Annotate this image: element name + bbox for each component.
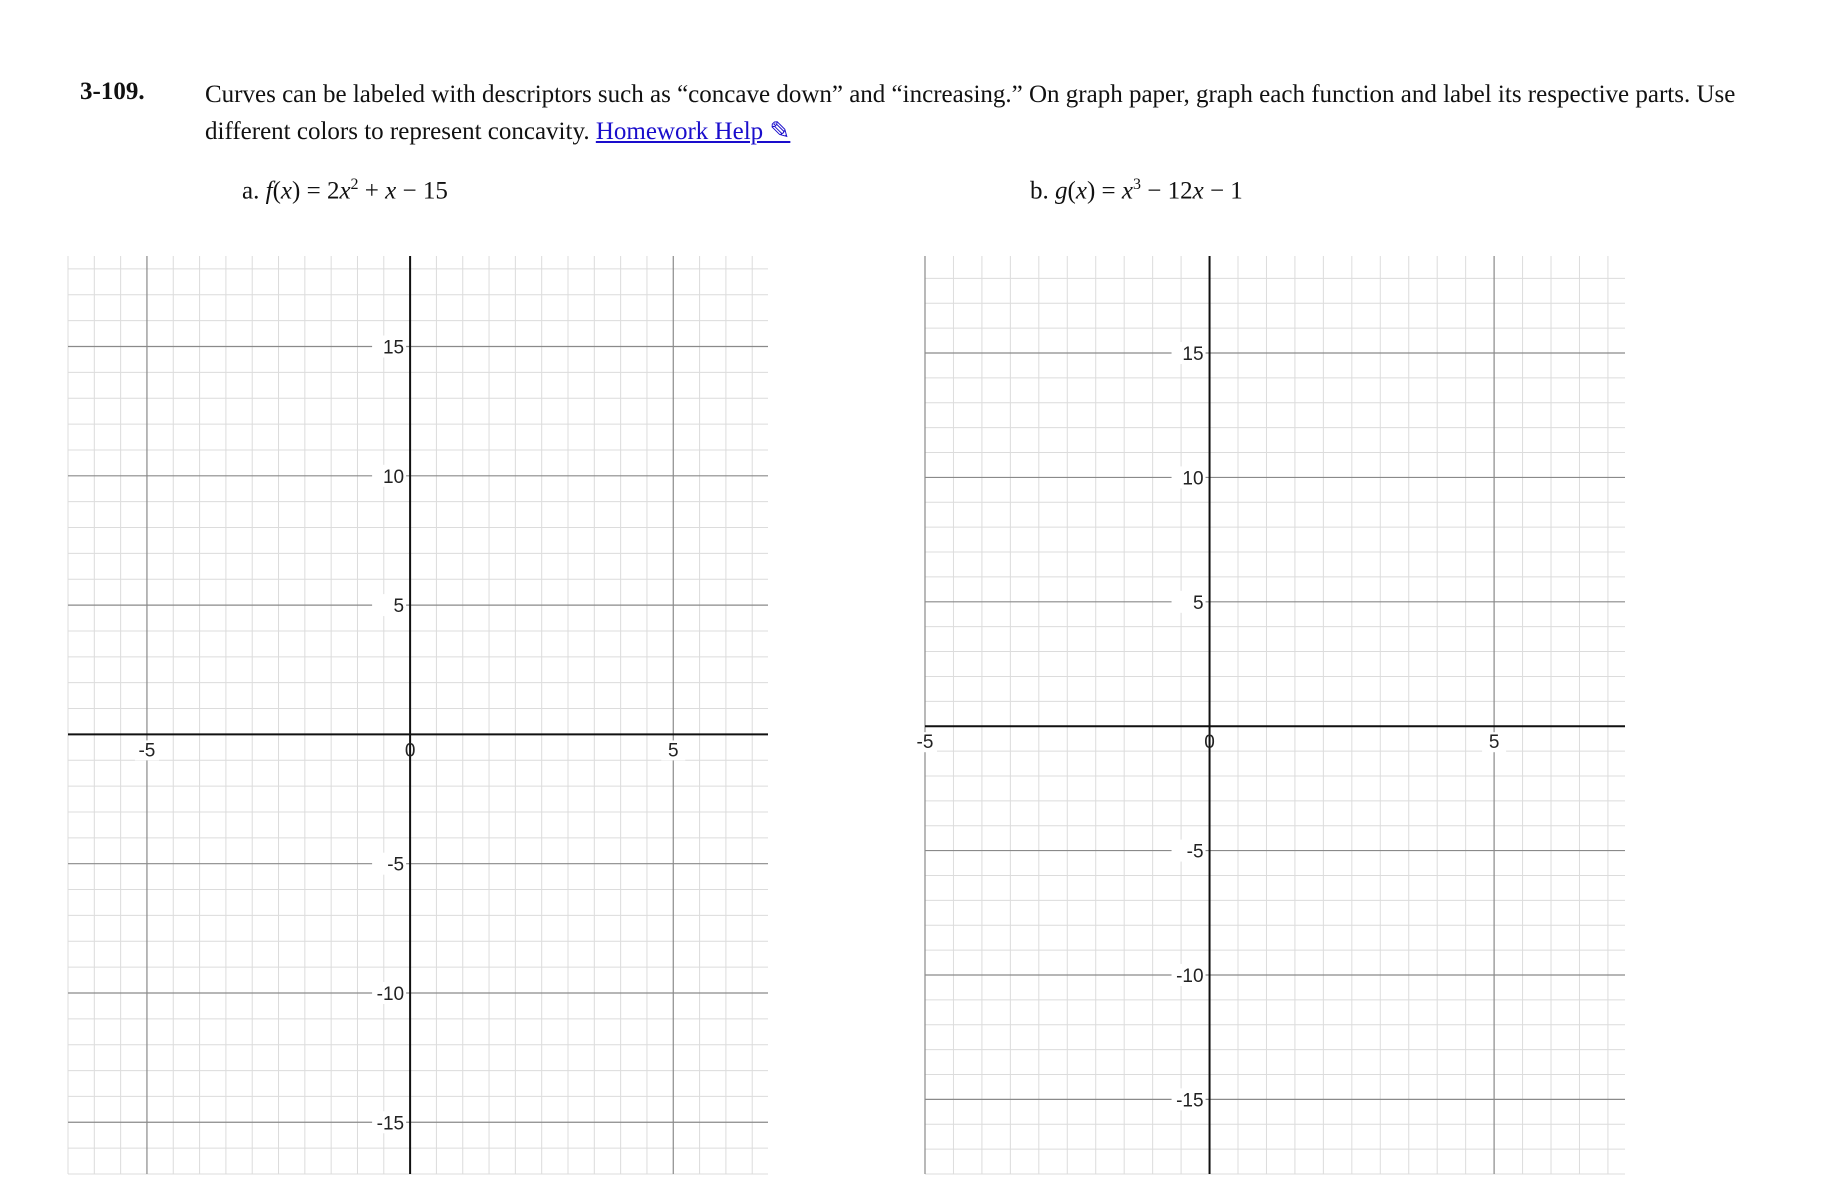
part-a-constant: − 15	[402, 177, 448, 205]
part-a-coefficient: 2	[326, 177, 340, 205]
part-b-exponent: 3	[1132, 176, 1141, 193]
y-tick-label: -5	[387, 854, 405, 876]
x-tick-label: 5	[1488, 732, 1500, 754]
y-tick-label: 15	[382, 337, 405, 359]
y-tick-label: 5	[1192, 592, 1204, 614]
part-a-letter: a.	[242, 177, 260, 205]
part-a-plus: +	[364, 177, 379, 205]
x-tick-label: 0	[1204, 732, 1215, 754]
problem-text: Curves can be labeled with descriptors such as “concave down” and “increasing.” On graph paper, graph each function and label its respective parts. Use different colors to represent concavity.	[205, 81, 1736, 145]
part-a-label: a. $f(x) = 2x^2 + x - 15$	[242, 176, 448, 205]
part-b-label: b. $g(x) = x^3 - 12x - 1$	[1030, 176, 1243, 205]
y-tick-label: -15	[1176, 1090, 1204, 1112]
part-b-letter: b.	[1030, 177, 1049, 205]
x-tick-label: -5	[138, 740, 156, 762]
part-a-variable: x	[280, 177, 292, 205]
part-a-exponent: 2	[350, 176, 359, 193]
y-tick-label: 15	[1182, 344, 1204, 366]
y-tick-label: 10	[382, 466, 405, 488]
y-tick-label: -15	[376, 1113, 405, 1135]
x-tick-label: -5	[916, 732, 934, 754]
part-a-term-x: x	[339, 177, 351, 205]
part-b-linear-coef: − 12	[1147, 177, 1193, 205]
y-tick-label: -5	[1186, 841, 1204, 863]
part-a-function-name: f	[265, 177, 273, 205]
part-b-term-x: x	[1121, 177, 1133, 205]
part-b-linear-x: x	[1192, 177, 1204, 205]
y-tick-label: 10	[1182, 468, 1204, 490]
problem-prompt	[205, 76, 1745, 150]
y-tick-label: 5	[393, 596, 405, 618]
y-tick-label: -10	[1176, 965, 1204, 987]
part-b-function-name: g	[1055, 177, 1068, 205]
part-b-variable: x	[1075, 177, 1087, 205]
graph-paper-b	[916, 256, 1625, 1174]
part-b-constant: − 1	[1209, 177, 1243, 205]
x-tick-label: 5	[667, 740, 679, 762]
x-tick-label: 0	[404, 740, 416, 762]
y-tick-label: -10	[376, 983, 405, 1005]
problem-number: 3-109.	[80, 78, 145, 105]
part-a-linear-x: x	[385, 177, 397, 205]
graph-paper-a	[68, 256, 768, 1174]
homework-help-link[interactable]: Homework Help ✎	[595, 118, 791, 145]
